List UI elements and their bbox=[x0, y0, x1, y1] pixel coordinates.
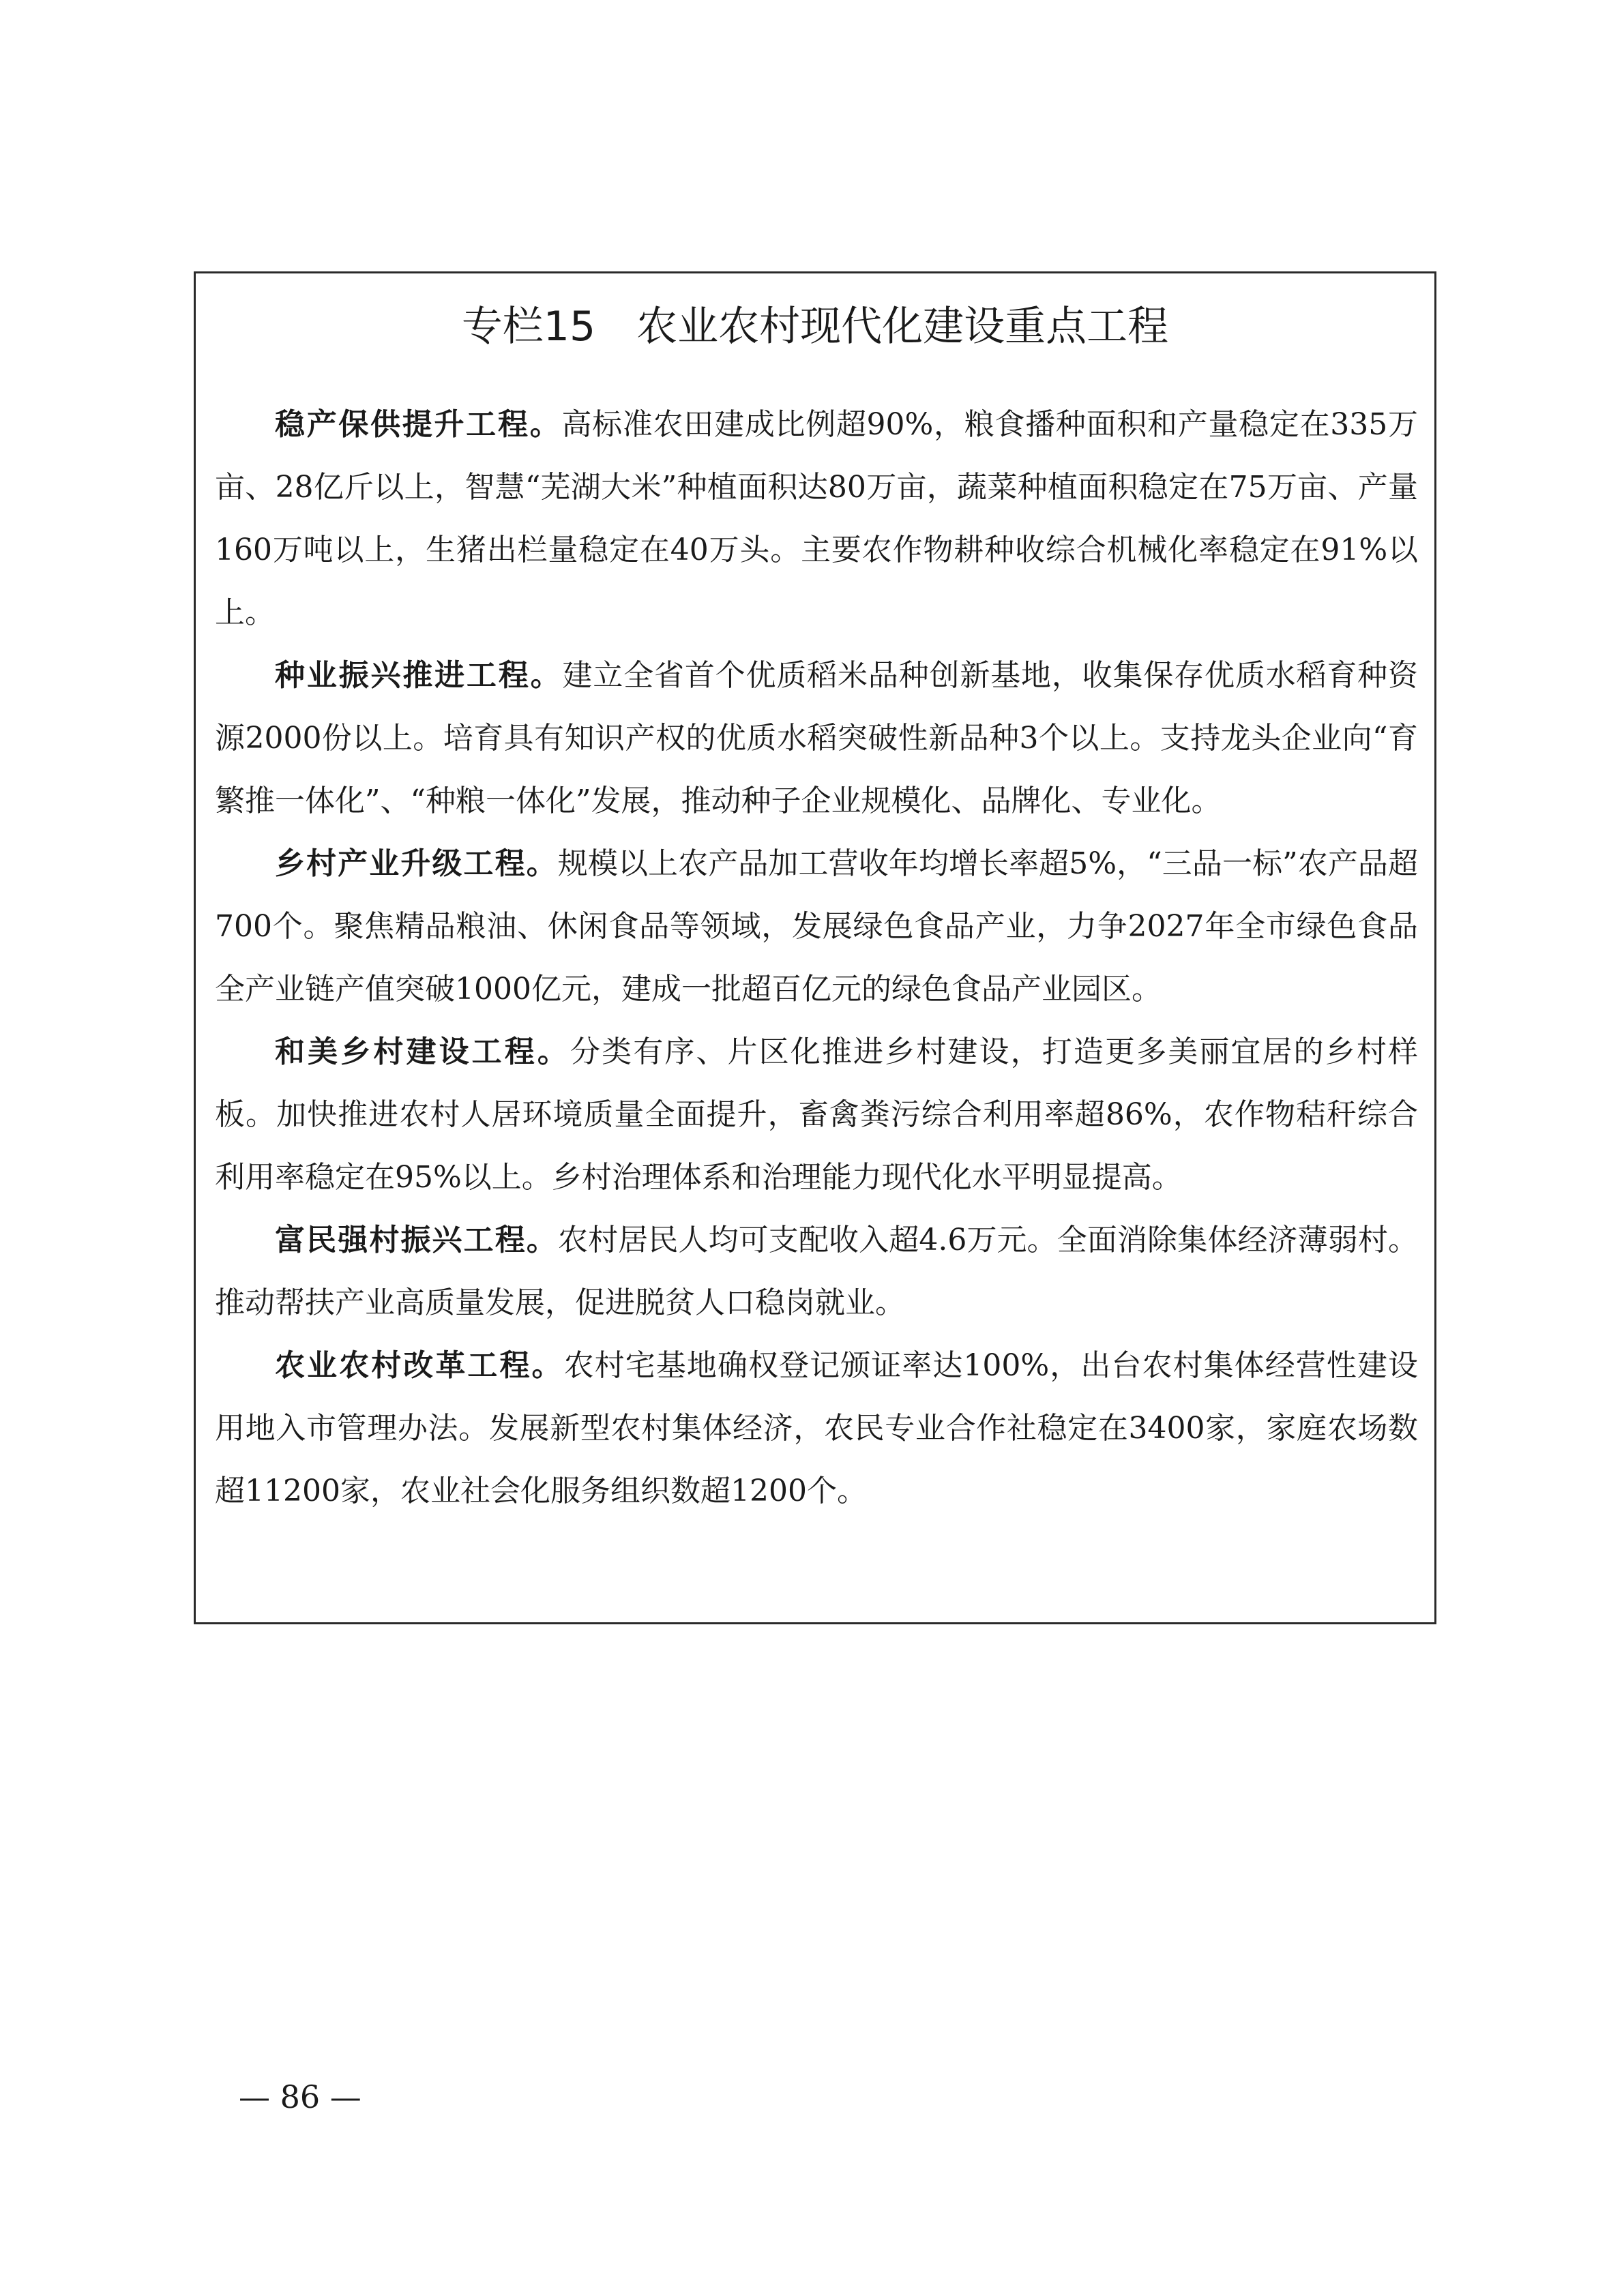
paragraph-rural-construction bbox=[215, 1021, 1418, 1209]
paragraph-text: 规模以上农产品加工营收年均增长率超5%，“三品一标”农产品超700个。聚焦精品粮油、休闲食品等领域，发展绿色食品产业，力争2027年全市绿色食品全产业链产值突破1000亿元，建成一批超百亿元的绿色食品产业园区。 bbox=[215, 846, 1418, 1007]
paragraph-text: 分类有序、片区化推进乡村建设，打造更多美丽宜居的乡村样板。加快推进农村人居环境质量全面提升，畜禽粪污综合利用率超86%，农作物秸秆综合利用率稳定在95%以上。乡村治理体系和治理能力现代化水平明显提高。 bbox=[215, 1034, 1419, 1195]
paragraph-text: 高标准农田建成比例超90%，粮食播种面积和产量稳定在335万亩、28亿斤以上，智慧“芜湖大米”种植面积达80万亩，蔬菜种植面积稳定在75万亩、产量160万吨以上，生猪出栏量稳定在40万头。主要农作物耕种收综合机械化率稳定在91%以上。 bbox=[215, 407, 1419, 630]
paragraph-text: 农村宅基地确权登记颁证率达100%，出台农村集体经营性建设用地入市管理办法。发展新型农村集体经济，农民专业合作社稳定在3400家，家庭农场数超11200家，农业社会化服务组织数超1200个。 bbox=[215, 1348, 1419, 1508]
box-title bbox=[196, 299, 1434, 354]
paragraph-stable-supply bbox=[215, 393, 1418, 644]
paragraph-lead: 种业振兴推进工程。 bbox=[275, 658, 563, 693]
paragraph-lead: 稳产保供提升工程。 bbox=[275, 407, 562, 442]
paragraph-lead: 富民强村振兴工程。 bbox=[275, 1223, 559, 1257]
feature-box bbox=[194, 271, 1436, 1624]
paragraph-enrich-villages bbox=[215, 1209, 1418, 1335]
paragraph-text: 农村居民人均可支配收入超4.6万元。全面消除集体经济薄弱村。推动帮扶产业高质量发展，促进脱贫人口稳岗就业。 bbox=[215, 1223, 1418, 1320]
box-title-text: 农业农村现代化建设重点工程 bbox=[636, 303, 1169, 351]
paragraph-lead: 和美乡村建设工程。 bbox=[275, 1034, 571, 1069]
paragraph-lead: 农业农村改革工程。 bbox=[275, 1348, 564, 1383]
box-body bbox=[215, 393, 1418, 1523]
paragraph-lead: 乡村产业升级工程。 bbox=[275, 846, 558, 881]
box-title-label: 专栏15 bbox=[461, 303, 596, 351]
paragraph-rural-industry bbox=[215, 833, 1418, 1021]
paragraph-text: 建立全省首个优质稻米品种创新基地，收集保存优质水稻育种资源2000份以上。培育具有知识产权的优质水稻突破性新品种3个以上。支持龙头企业向“育繁推一体化”、“种粮一体化”发展，推动种子企业规模化、品牌化、专业化。 bbox=[215, 658, 1418, 818]
paragraph-seed-industry bbox=[215, 644, 1418, 833]
page-number: — 86 — bbox=[239, 2078, 361, 2115]
paragraph-rural-reform bbox=[215, 1335, 1418, 1523]
